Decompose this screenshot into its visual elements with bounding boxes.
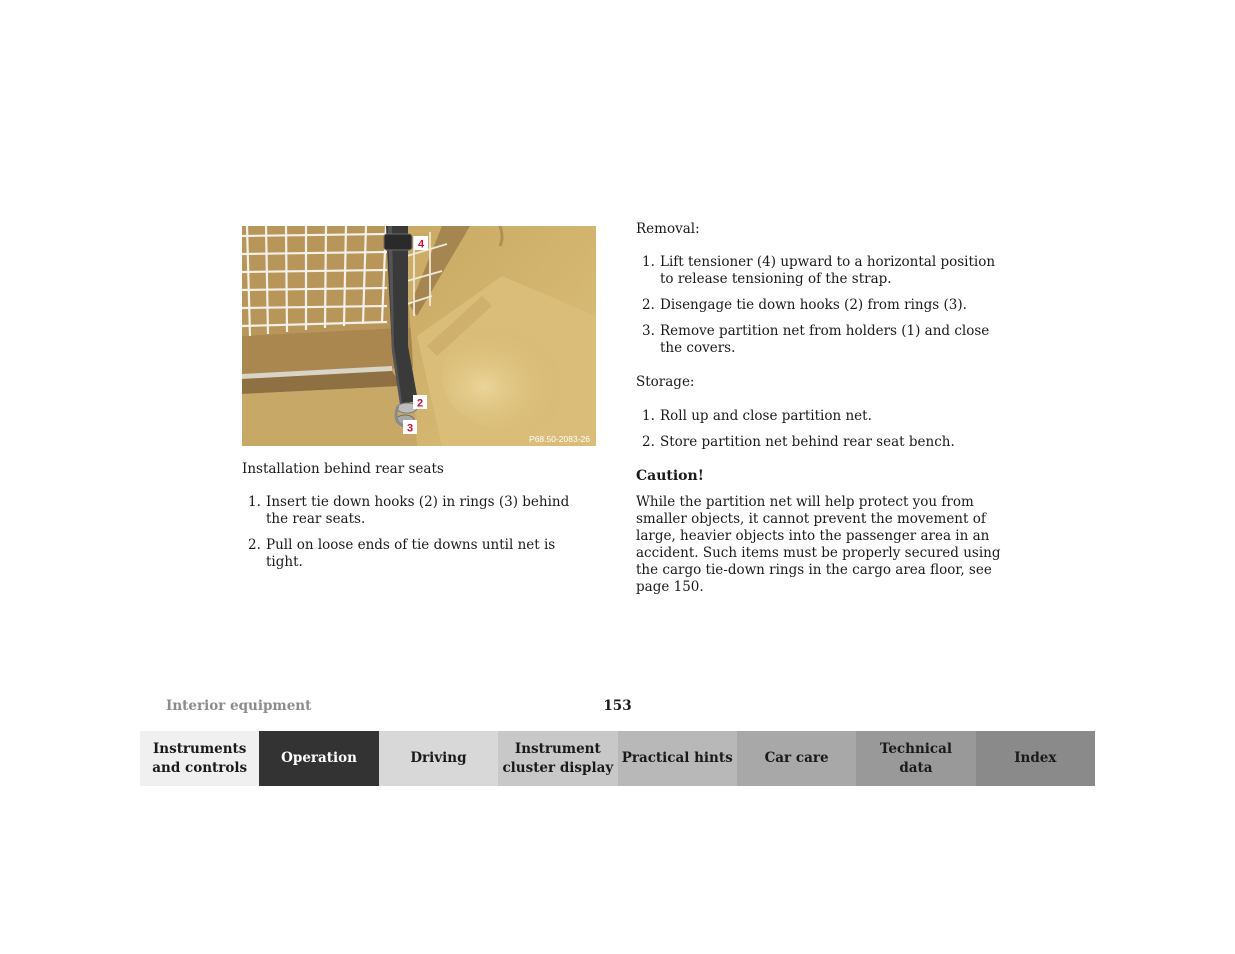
svg-text:3: 3 [406,422,414,435]
svg-text:2: 2 [416,397,424,410]
storage-steps [636,408,1001,460]
removal-heading: Removal: [636,221,700,237]
list-item: 1. Roll up and close partition net. [642,408,872,424]
storage-heading: Storage: [636,374,695,390]
tab-car-care[interactable]: Car care [737,731,856,786]
tab-practical-hints[interactable]: Practical hints [618,731,737,786]
tab-index[interactable]: Index [976,731,1095,786]
callout-3 [403,420,417,435]
tab-instrument-cluster-display[interactable]: Instrument cluster display [498,731,617,786]
list-item: 3. Remove partition net from holders (1) and close the covers. [642,323,990,356]
tab-instruments-and-controls[interactable]: Instruments and controls [140,731,259,786]
list-item: 1. Lift tensioner (4) upward to a horizontal position to release tensioning of the strap. [642,254,996,287]
image-code: P68.50-2083-26 [529,434,590,444]
page-number: 153 [603,698,632,714]
removal-steps [636,254,1001,366]
list-item: 2. Store partition net behind rear seat bench. [642,434,955,450]
tab-technical-data[interactable]: Technical data [856,731,975,786]
svg-text:4: 4 [417,238,425,251]
tab-driving[interactable]: Driving [379,731,498,786]
installation-steps [242,494,587,580]
list-item: 1. Insert tie down hooks (2) in rings (3) behind the rear seats. [248,494,570,527]
figure-caption: Installation behind rear seats [242,461,444,477]
callout-2 [413,395,427,410]
tab-operation[interactable]: Operation [259,731,378,786]
callout-4 [414,236,428,251]
list-item: 2. Disengage tie down hooks (2) from rings (3). [642,297,967,313]
chapter-navigation [140,731,1095,786]
section-name: Interior equipment [166,698,312,714]
list-item: 2. Pull on loose ends of tie downs until net is tight. [248,537,556,570]
partition-net-illustration [242,226,596,446]
caution-heading: Caution! [636,468,704,484]
caution-text: While the partition net will help protect you from smaller objects, it cannot prevent the movement of large, heavier objects into the passenger area in an accident. Such items must be properly secured using the cargo tie-down rings in the cargo area floor, see page 150. [636,494,1001,595]
